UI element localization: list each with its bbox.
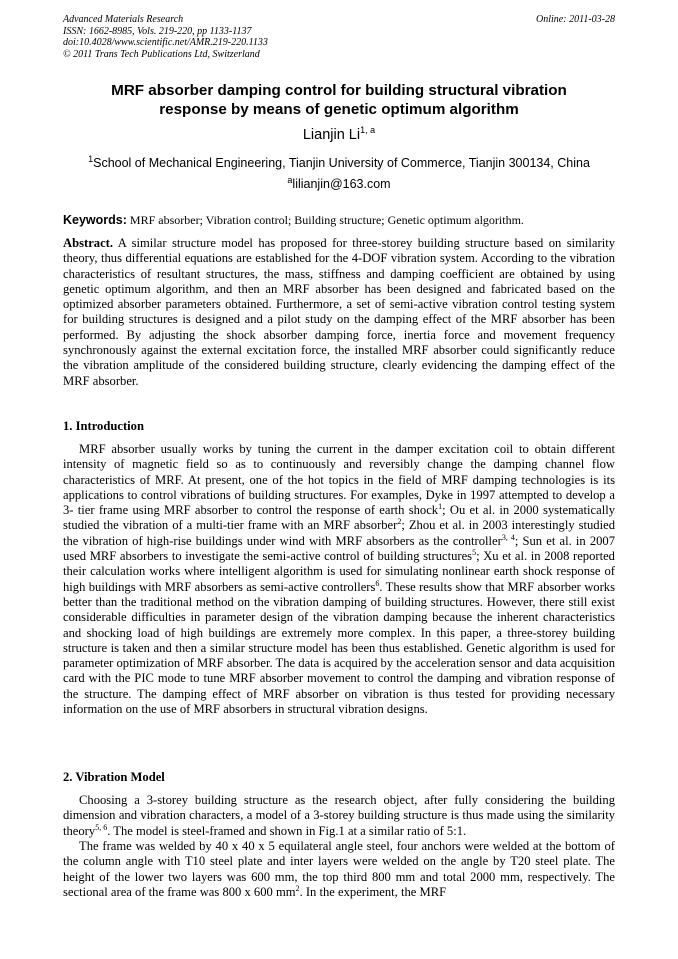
affiliation-sup: 1: [88, 153, 94, 164]
journal-name: Advanced Materials Research: [63, 14, 184, 25]
keywords: [63, 213, 623, 228]
abstract: [63, 236, 615, 389]
affiliation: [63, 155, 615, 171]
email-sup: a: [287, 174, 293, 185]
journal-header: [63, 14, 615, 60]
title-line-1: MRF absorber damping control for building structural vibration: [111, 82, 567, 99]
citation-ref: 3, 4: [501, 532, 515, 542]
author-name: Lianjin Li: [302, 127, 361, 143]
copyright-line: © 2011 Trans Tech Publications Ltd, Switzerland: [63, 48, 260, 60]
intro-text-6: . These results show that MRF absorber works better than the traditional method on the vibration damping of building structures. However, there still exist considerable difficulties in parameter design of the vibration damping because the inherent characteristics and shocking load of high buildings are extremely more complex. In this paper, a three-storey building structure is taken and then a similar structure model has been thus established. Genetic algorithm is used for parameter optimization of MRF absorber. The data is acquired by the acceleration sensor and data acquisition card with the PIC mode to tune MRF absorber movement to control the damping and vibration response of the structure. The damping effect of MRF absorber on vibration is thus tested for providing necessary information on the use of MRF absorbers in structural vibration designs.: [63, 579, 615, 717]
issn-line: ISSN: 1662-8985, Vols. 219-220, pp 1133-1137: [63, 25, 252, 37]
author-sup: 1, a: [360, 125, 376, 136]
vm1-text-a: Choosing a 3-storey building structure as the research object, after fully considering the building dimension and vibration characters, a model of a 3-storey building structure is thus made using the similarity theory: [63, 793, 615, 838]
citation-ref: 6: [375, 578, 380, 588]
citation-ref: 5, 6: [95, 822, 108, 832]
keywords-text: MRF absorber; Vibration control; Building structure; Genetic optimum algorithm.: [129, 213, 524, 227]
keywords-label: Keywords:: [63, 213, 127, 227]
online-date: Online: 2011-03-28: [536, 14, 615, 25]
abstract-label: Abstract.: [63, 236, 114, 250]
section-heading-introduction: 1. Introduction: [63, 419, 144, 433]
intro-text-3: ; Zhou et al. in 2003 interestingly studied the vibration of high-rise buildings under wind with MRF absorbers as the controller: [63, 518, 615, 548]
intro-text-4: ; Sun et al. in 2007 used MRF absorbers to investigate the semi-active control of building structures: [63, 533, 616, 564]
title-line-2: response by means of genetic optimum algorithm: [159, 101, 519, 118]
vm1-text-b: . The model is steel-framed and shown in Fig.1 at a similar ratio of 5:1.: [107, 823, 467, 838]
vibration-model-paragraph-1: [63, 793, 615, 839]
abstract-text: A similar structure model has proposed for three-storey building structure based on similarity theory, thus differential equations are established for the 4-DOF vibration system. According to the vibration characteristics of resultant structures, the mass, stiffness and damping coefficient are obtained by using genetic optimum algorithm, and then an MRF absorber has been designed and fabricated based on the optimized absorber parameters obtained. Furthermore, a set of semi-active vibration control testing system for building structures is designed and a pilot study on the damping effect of the MRF absorber has been performed. By adjusting the shock absorber damping force, inertia force and movement frequency synchronously against the external excitation force, the installed MRF absorber could significantly reduce the vibration amplitude of the considered building structure, clearly evidencing the damping effect of the MRF absorber.: [63, 236, 615, 388]
section-heading-vibration-model: 2. Vibration Model: [63, 770, 165, 784]
introduction-paragraph: [63, 442, 615, 717]
intro-text-1: MRF absorber usually works by tuning the current in the damper excitation coil to obtain different intensity of magnetic field so as to continuously and reversibly change the damping channel flow characteristics of MRF. At present, one of the hot topics in the field of MRF damping technologies is its applications to control vibrations of building structures. For examples, Dyke in 1997 attempted to develop a 3- tier frame using MRF absorber to control the response of earth shock: [63, 442, 615, 518]
vm2-text-b: . In the experiment, the MRF: [299, 884, 447, 899]
citation-ref: 1: [438, 502, 443, 511]
author-email: [63, 176, 615, 192]
paper-title: [63, 81, 615, 119]
affiliation-text: School of Mechanical Engineering, Tianjin University of Commerce, Tianjin 300134, China: [93, 156, 590, 170]
unit-superscript: 2: [295, 883, 300, 893]
citation-ref: 2: [397, 517, 402, 527]
vibration-model-paragraph-2: [63, 839, 615, 900]
doi-line: doi:10.4028/www.scientific.net/AMR.219-220.1133: [63, 37, 268, 48]
intro-text-5: ; Xu et al. in 2008 reported their calculation works where intelligent algorithm is used for simulating nonlinear earth shock response of high buildings with MRF absorbers as semi-active controllers: [63, 549, 615, 594]
email-text: lilianjin@163.com: [292, 177, 391, 191]
intro-text-2: ; Ou et al. in 2000 systematically studied the vibration of a multi-tier frame with an MRF absorber: [63, 503, 615, 533]
vm2-text-a: The frame was welded by 40 x 40 x 5 equilateral angle steel, four anchors were welded at the bottom of the column angle with T10 steel plate and inter layers were welded on the angle by T20 steel plate. The height of the lower two layers was 600 mm, the top third 800 mm and total 2000 mm, respectively. The sectional area of the frame was 800 x 600 mm: [63, 839, 615, 899]
citation-ref: 5: [472, 547, 477, 557]
author-line: [63, 126, 615, 144]
